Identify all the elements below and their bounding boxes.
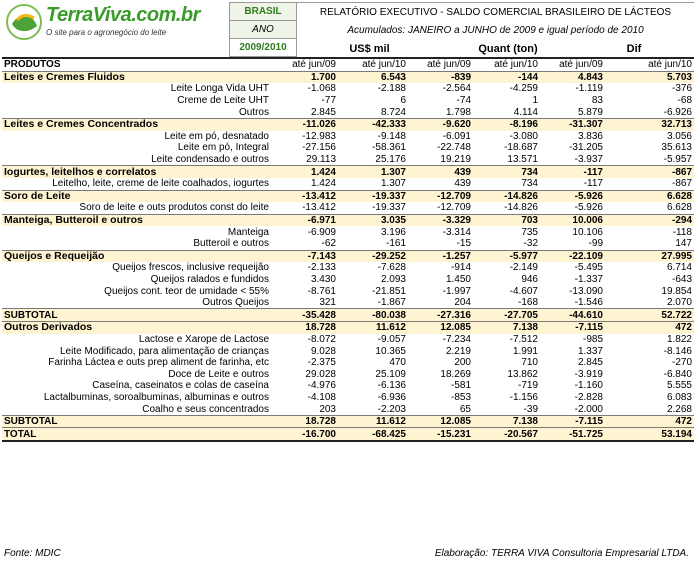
value-cell: -5.957	[663, 154, 692, 166]
value-cell: -914	[450, 262, 471, 274]
table-row	[2, 238, 694, 250]
value-cell: -11.026	[271, 118, 338, 130]
logo-name: TerraViva.com.br	[46, 4, 200, 26]
value-cell: 65	[459, 403, 471, 415]
value-cell: 734	[473, 166, 540, 178]
value-cell: 1.798	[445, 106, 471, 118]
value-cell: -39	[523, 403, 538, 415]
value-cell: 5.703	[605, 71, 694, 83]
table-row	[2, 142, 694, 154]
row-label: Manteiga	[227, 226, 269, 238]
value-cell: -168	[517, 297, 538, 309]
value-cell: -27.156	[302, 142, 336, 154]
table-row	[2, 285, 694, 297]
row-label: Manteiga, Butteroil e outros	[2, 214, 271, 226]
group-row	[2, 118, 694, 130]
value-cell: -1.156	[509, 391, 538, 403]
value-cell: -7.628	[377, 262, 406, 274]
group-row	[2, 190, 694, 202]
col-group-dif: Dif	[626, 42, 642, 55]
value-cell: 6.543	[338, 71, 408, 83]
col-sub: até jun/09	[540, 58, 605, 71]
value-cell: -1.997	[442, 285, 471, 297]
value-cell: -117	[540, 166, 605, 178]
value-cell: -80.038	[338, 309, 408, 322]
value-cell: -5.977	[473, 250, 540, 262]
value-cell: 18.269	[440, 368, 471, 380]
value-cell: -12.709	[437, 202, 471, 214]
value-cell: -2.149	[509, 262, 538, 274]
value-cell: -29.252	[338, 250, 408, 262]
value-cell: 13.862	[507, 368, 538, 380]
value-cell: 6.628	[605, 190, 694, 202]
value-cell: 3.196	[380, 226, 406, 238]
value-cell: -118	[672, 226, 692, 238]
value-cell: -2.828	[574, 391, 603, 403]
value-cell: 472	[605, 322, 694, 334]
value-cell: 32.713	[605, 118, 694, 130]
value-cell: -4.607	[509, 285, 538, 297]
value-cell: -839	[408, 71, 473, 83]
value-cell: 147	[675, 238, 692, 250]
value-cell: 203	[319, 403, 336, 415]
value-cell: -6.091	[442, 130, 471, 142]
value-cell: 1.424	[271, 166, 338, 178]
report-subtitle: Acumulados: JANEIRO a JUNHO de 2009 e igual período de 2010	[347, 24, 644, 36]
value-cell: -2.203	[377, 403, 406, 415]
value-cell: -68	[677, 95, 692, 107]
value-cell: 3.430	[310, 273, 336, 285]
value-cell: -5.495	[574, 262, 603, 274]
table-row	[2, 334, 694, 346]
value-cell: 52.722	[605, 309, 694, 322]
value-cell: -376	[671, 83, 692, 95]
table-row	[2, 345, 694, 357]
value-cell: 10.006	[540, 214, 605, 226]
value-cell: -15	[456, 238, 471, 250]
value-cell: -270	[671, 357, 692, 369]
value-cell: 1.424	[310, 178, 336, 190]
table-row	[2, 95, 694, 107]
table-row	[2, 357, 694, 369]
table-row	[2, 274, 694, 286]
value-cell: -58.361	[372, 142, 406, 154]
value-cell: -2.564	[442, 83, 471, 95]
value-cell: 4.843	[540, 71, 605, 83]
value-cell: -867	[605, 166, 694, 178]
value-cell: -294	[605, 214, 694, 226]
value-cell: -22.109	[540, 250, 605, 262]
value-cell: 2.845	[310, 106, 336, 118]
value-cell: 200	[454, 357, 471, 369]
value-cell: 6	[400, 95, 406, 107]
table-row	[2, 403, 694, 415]
col-products: PRODUTOS	[2, 58, 271, 71]
row-label: Iogurtes, leitelhos e correlatos	[2, 166, 271, 178]
table-row	[2, 226, 694, 238]
value-cell: -31.205	[569, 142, 603, 154]
value-cell: -44.610	[540, 309, 605, 322]
value-cell: 1.991	[512, 345, 538, 357]
value-cell: -3.329	[408, 214, 473, 226]
value-cell: -4.259	[509, 83, 538, 95]
value-cell: -9.057	[377, 333, 406, 345]
period-label: 2009/2010	[229, 39, 297, 57]
value-cell: 204	[454, 297, 471, 309]
table-row	[2, 368, 694, 380]
table-row	[2, 178, 694, 190]
value-cell: 470	[389, 357, 406, 369]
value-cell: 4.114	[513, 106, 538, 118]
group-row	[2, 214, 694, 226]
value-cell: -1.867	[377, 297, 406, 309]
row-label: Doce de Leite e outros	[168, 368, 269, 380]
value-cell: 19.219	[440, 154, 471, 166]
value-cell: -2.000	[574, 403, 603, 415]
value-cell: 11.612	[338, 322, 408, 334]
value-cell: -3.919	[574, 368, 603, 380]
value-cell: -853	[450, 391, 471, 403]
value-cell: 439	[454, 178, 471, 190]
value-cell: 3.836	[577, 130, 603, 142]
value-cell: 2.219	[445, 345, 471, 357]
value-cell: -21.851	[372, 285, 406, 297]
value-cell: 321	[319, 297, 336, 309]
value-cell: -5.926	[540, 190, 605, 202]
col-group-qty: Quant (ton)	[478, 42, 538, 55]
value-cell: -42.333	[338, 118, 408, 130]
value-cell: 29.113	[306, 154, 336, 166]
value-cell: -985	[582, 333, 603, 345]
value-cell: -8.146	[663, 345, 692, 357]
value-cell: 2.268	[666, 403, 692, 415]
value-cell: -27.705	[473, 309, 540, 322]
value-cell: -581	[450, 380, 471, 392]
col-sub: até jun/10	[605, 58, 694, 71]
row-label: Leites e Cremes Concentrados	[2, 118, 271, 130]
value-cell: 710	[521, 357, 538, 369]
row-label: Queijos e Requeijão	[2, 250, 271, 262]
row-label: Outros	[238, 106, 269, 118]
subtotal-row	[2, 309, 694, 322]
value-cell: 439	[408, 166, 473, 178]
row-label: Soro de Leite	[2, 190, 271, 202]
row-label: Soro de leite e outs produtos const do leite	[79, 202, 269, 214]
row-label: Farinha Láctea e outs prep aliment de farinha, etc	[48, 357, 269, 369]
value-cell: -7.512	[509, 333, 538, 345]
value-cell: -8.761	[307, 285, 336, 297]
value-cell: -20.567	[473, 428, 540, 441]
value-cell: 19.854	[661, 285, 692, 297]
value-cell: -16.700	[271, 428, 338, 441]
author-note: Elaboração: TERRA VIVA Consultoria Empresarial LTDA.	[434, 548, 689, 559]
value-cell: -3.080	[509, 130, 538, 142]
table-row	[2, 83, 694, 95]
value-cell: -144	[473, 71, 540, 83]
value-cell: -9.148	[377, 130, 406, 142]
row-label: Leite em pó, Integral	[177, 142, 269, 154]
value-cell: -7.115	[540, 322, 605, 334]
value-cell: -117	[583, 178, 603, 190]
row-label: Butteroil e outros	[193, 238, 269, 250]
value-cell: -51.725	[540, 428, 605, 441]
value-cell: 1.337	[577, 345, 603, 357]
value-cell: 7.138	[473, 322, 540, 334]
value-cell: -2.133	[307, 262, 336, 274]
value-cell: -13.412	[302, 202, 336, 214]
value-cell: -3.314	[442, 226, 471, 238]
value-cell: 10.106	[572, 226, 603, 238]
table-row	[2, 262, 694, 274]
value-cell: 10.365	[375, 345, 406, 357]
value-cell: 946	[521, 273, 538, 285]
row-label: SUBTOTAL	[2, 309, 271, 322]
row-label: TOTAL	[2, 428, 271, 441]
table-row	[2, 154, 694, 166]
value-cell: -68.425	[338, 428, 408, 441]
value-cell: -31.307	[540, 118, 605, 130]
value-cell: -3.937	[574, 154, 603, 166]
value-cell: -1.160	[574, 380, 603, 392]
row-label: Leites e Cremes Fluidos	[2, 71, 271, 83]
value-cell: -6.136	[377, 380, 406, 392]
total-row	[2, 428, 694, 441]
row-label: Leite em pó, desnatado	[164, 130, 269, 142]
row-label: Leitelho, leite, creme de leite coalhados, iogurtes	[52, 178, 269, 190]
value-cell: 2.070	[666, 297, 692, 309]
value-cell: -32	[523, 238, 538, 250]
value-cell: 6.714	[666, 262, 692, 274]
row-label: Leite condensado e outros	[151, 154, 269, 166]
value-cell: 1.822	[666, 333, 692, 345]
table-row	[2, 297, 694, 309]
value-cell: 25.176	[375, 154, 406, 166]
row-label: Queijos cont. teor de umidade < 55%	[104, 285, 269, 297]
col-group-usd: US$ mil	[349, 42, 390, 55]
value-cell: -7.234	[442, 333, 471, 345]
value-cell: -12.709	[408, 190, 473, 202]
value-cell: -2.188	[377, 83, 406, 95]
value-cell: 12.085	[408, 415, 473, 428]
table-row	[2, 131, 694, 143]
value-cell: -867	[671, 178, 692, 190]
row-label: Lactose e Xarope de Lactose	[138, 333, 269, 345]
value-cell: 1.307	[380, 178, 406, 190]
source-note: Fonte: MDIC	[4, 548, 61, 559]
value-cell: -8.072	[307, 333, 336, 345]
value-cell: -15.231	[408, 428, 473, 441]
row-label: Coalho e seus concentrados	[142, 403, 269, 415]
value-cell: -77	[321, 95, 336, 107]
value-cell: -4.108	[307, 391, 336, 403]
value-cell: 53.194	[605, 428, 694, 441]
value-cell: 18.728	[271, 322, 338, 334]
value-cell: -6.909	[307, 226, 336, 238]
value-cell: -643	[671, 273, 692, 285]
value-cell: -22.748	[437, 142, 471, 154]
value-cell: -1.546	[574, 297, 603, 309]
value-cell: -18.687	[504, 142, 538, 154]
value-cell: 18.728	[271, 415, 338, 428]
value-cell: -14.826	[473, 190, 540, 202]
group-row	[2, 250, 694, 262]
value-cell: 3.056	[666, 130, 692, 142]
value-cell: -74	[456, 95, 471, 107]
value-cell: 11.612	[338, 415, 408, 428]
value-cell: 8.724	[380, 106, 406, 118]
value-cell: 5.555	[666, 380, 692, 392]
value-cell: 703	[473, 214, 540, 226]
value-cell: -1.119	[575, 83, 603, 95]
col-sub: até jun/10	[338, 58, 408, 71]
value-cell: 13.571	[507, 154, 538, 166]
value-cell: -62	[321, 238, 336, 250]
value-cell: -7.115	[540, 415, 605, 428]
value-cell: 1.307	[338, 166, 408, 178]
row-label: Leite Modificado, para alimentação de crianças	[59, 345, 269, 357]
row-label: Outros Derivados	[2, 322, 271, 334]
row-label: Outros Queijos	[202, 297, 269, 309]
value-cell: -7.143	[271, 250, 338, 262]
col-sub: até jun/09	[271, 58, 338, 71]
value-cell: -719	[517, 380, 538, 392]
subtotal-row	[2, 415, 694, 428]
value-cell: -35.428	[271, 309, 338, 322]
value-cell: -13.412	[271, 190, 338, 202]
value-cell: -161	[385, 238, 406, 250]
value-cell: 35.613	[661, 142, 692, 154]
value-cell: 2.093	[380, 273, 406, 285]
value-cell: 734	[521, 178, 538, 190]
row-label: Queijos ralados e fundidos	[150, 273, 269, 285]
value-cell: 27.995	[605, 250, 694, 262]
row-label: SUBTOTAL	[2, 415, 271, 428]
value-cell: -6.926	[663, 106, 692, 118]
row-label: Creme de Leite UHT	[177, 95, 269, 107]
group-row	[2, 71, 694, 83]
value-cell: -6.971	[271, 214, 338, 226]
value-cell: -6.840	[663, 368, 692, 380]
value-cell: -14.826	[504, 202, 538, 214]
table-row	[2, 202, 694, 214]
group-row	[2, 322, 694, 334]
value-cell: -6.936	[377, 391, 406, 403]
value-cell: 83	[591, 95, 603, 107]
row-label: Lactalbuminas, soroalbuminas, albuminas e outros	[43, 391, 269, 403]
value-cell: -5.926	[574, 202, 603, 214]
trade-balance-table	[2, 57, 694, 442]
value-cell: -1.068	[307, 83, 336, 95]
value-cell: -1.257	[408, 250, 473, 262]
value-cell: 6.628	[666, 202, 692, 214]
value-cell: -27.316	[408, 309, 473, 322]
row-label: Caseína, caseinatos e colas de caseína	[92, 380, 269, 392]
col-sub: até jun/09	[408, 58, 473, 71]
group-row	[2, 166, 694, 178]
globe-icon	[4, 2, 44, 42]
value-cell: -8.196	[473, 118, 540, 130]
logo-tagline: O site para o agronegócio do leite	[46, 28, 167, 37]
row-label: Leite Longa Vida UHT	[170, 83, 269, 95]
value-cell: 29.028	[305, 368, 336, 380]
value-cell: -1.337	[574, 273, 603, 285]
row-label: Queijos frescos, inclusive requeijão	[112, 262, 269, 274]
year-label: ANO	[229, 21, 297, 39]
value-cell: -4.976	[307, 380, 336, 392]
value-cell: 1	[532, 95, 538, 107]
report-title: RELATÓRIO EXECUTIVO - SALDO COMERCIAL BRASILEIRO DE LÁCTEOS	[297, 2, 694, 21]
table-row	[2, 380, 694, 392]
col-sub: até jun/10	[473, 58, 540, 71]
value-cell: 9.028	[310, 345, 336, 357]
value-cell: 1.450	[445, 273, 471, 285]
value-cell: -19.337	[372, 202, 406, 214]
value-cell: -12.983	[302, 130, 336, 142]
value-cell: 12.085	[408, 322, 473, 334]
value-cell: 2.845	[577, 357, 603, 369]
value-cell: 472	[605, 415, 694, 428]
value-cell: -9.620	[408, 118, 473, 130]
value-cell: 3.035	[338, 214, 408, 226]
value-cell: 6.083	[666, 391, 692, 403]
value-cell: -99	[588, 238, 603, 250]
table-row	[2, 106, 694, 118]
logo	[2, 2, 228, 42]
value-cell: 735	[521, 226, 538, 238]
value-cell: 7.138	[473, 415, 540, 428]
value-cell: 5.879	[577, 106, 603, 118]
value-cell: -13.090	[569, 285, 603, 297]
table-row	[2, 392, 694, 404]
country-label: BRASIL	[229, 2, 297, 21]
column-header-row	[2, 58, 694, 71]
value-cell: 1.700	[271, 71, 338, 83]
value-cell: 25.109	[375, 368, 406, 380]
value-cell: -2.375	[307, 357, 336, 369]
value-cell: -19.337	[338, 190, 408, 202]
